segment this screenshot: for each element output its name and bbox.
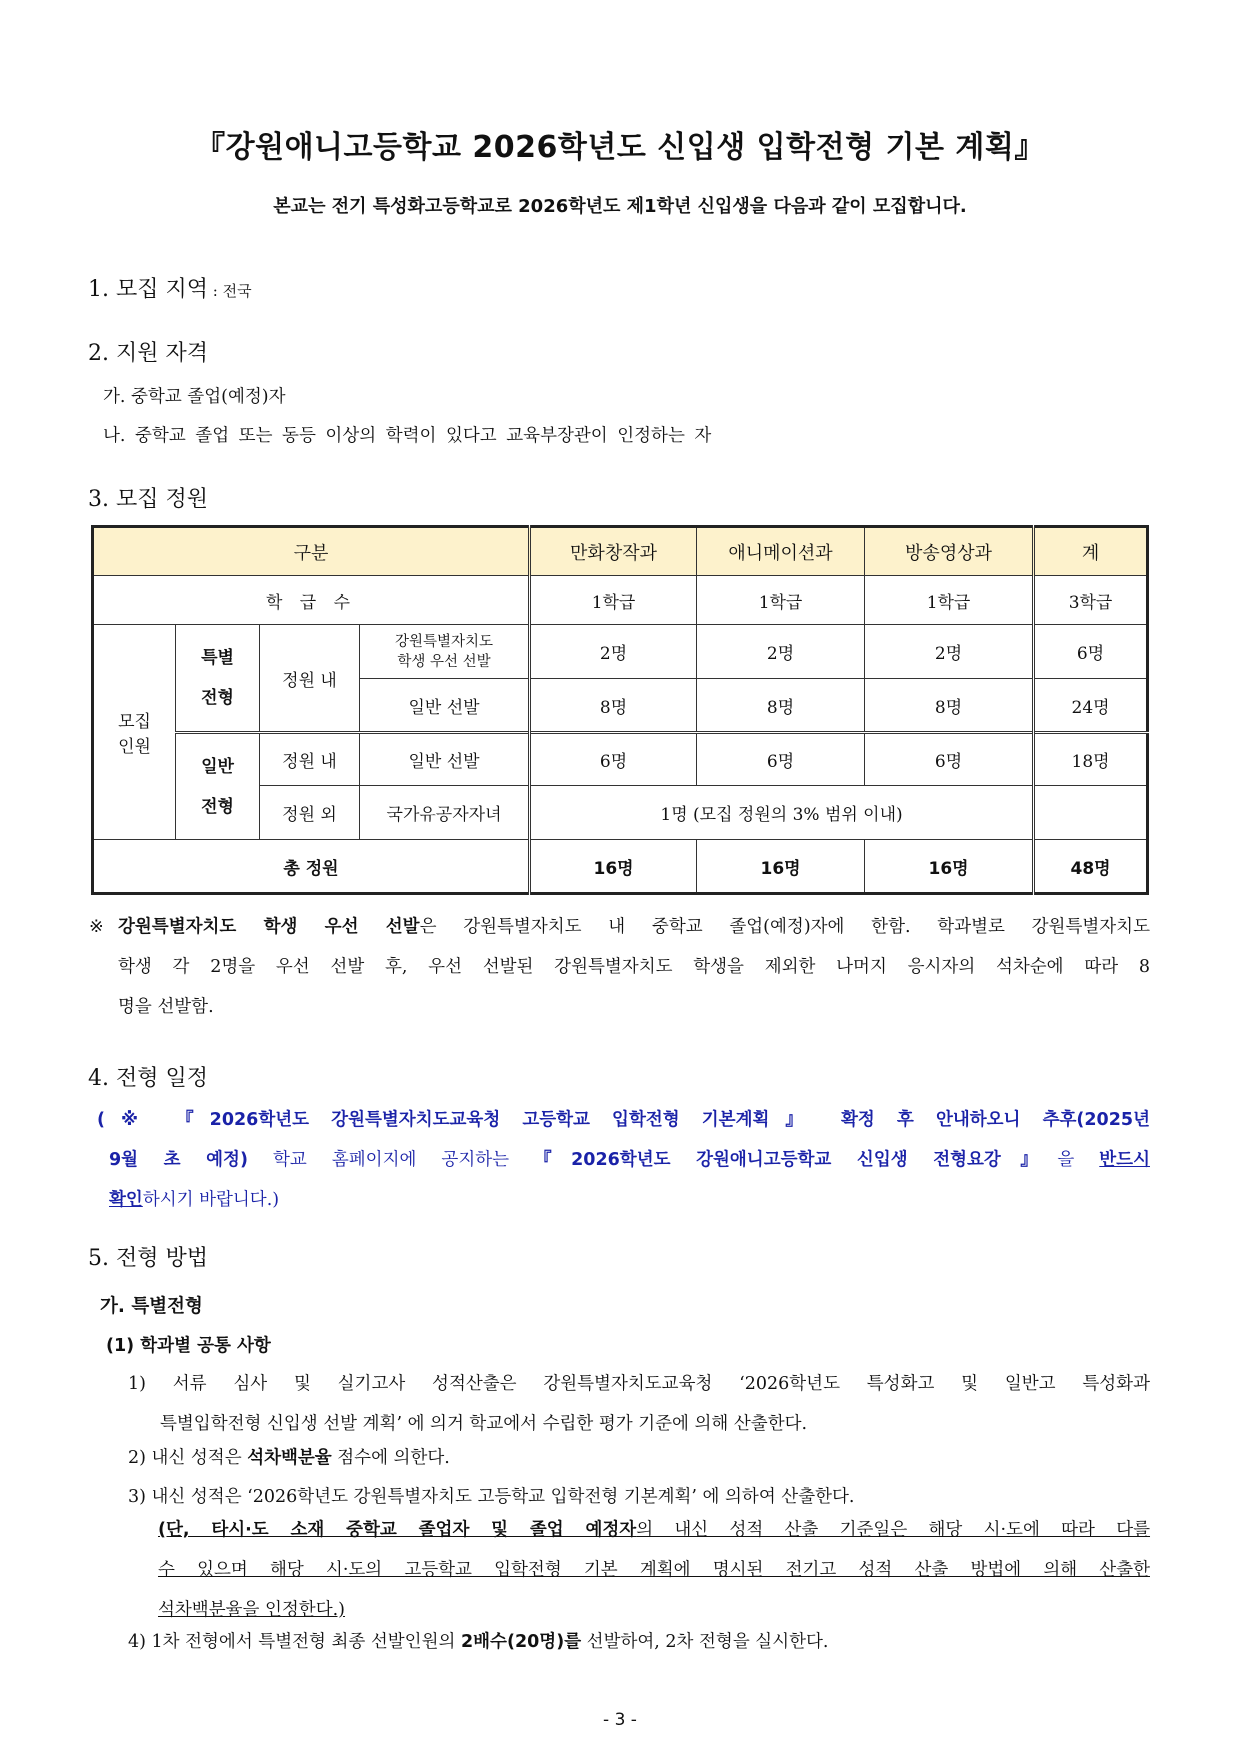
section-4-heading: 4. 전형 일정 [88,1066,208,1091]
table-row-total [93,840,1148,894]
table-cell: 8명 [865,679,1034,733]
item-3-note-1b: 의 내신 성적 산출 기준일은 해당 시·도에 따라 다를 [636,1520,1151,1540]
header-broadcast: 방송영상과 [865,527,1034,576]
total-label: 총 정원 [93,840,530,894]
item-2-b: 석차백분율 [247,1448,332,1468]
schedule-line1: (※ 『2026학년도 강원특별자치도교육청 고등학교 입학전형 기본계획』 확정 후 안내하오니 추후(2025년 [97,1110,1150,1130]
header-category: 구분 [93,527,530,576]
note-line1: 은 강원특별자치도 내 중학교 졸업(예정)자에 한함. 학과별로 강원특별자치도 [419,917,1150,937]
schedule-line2a: 9월 초 예정) [109,1150,248,1170]
header-animation: 애니메이션과 [697,527,865,576]
section-1-separator: : [208,282,223,300]
table-cell: 16명 [530,840,697,894]
table-cell: 2명 [865,625,1034,679]
section-1 [88,272,252,303]
table-cell: 2명 [530,625,697,679]
note-line3: 명을 선발함. [118,997,214,1017]
table-cell: 3학급 [1034,576,1148,625]
recruit-label-line1: 모집 [118,712,151,732]
schedule-line2d: 을 [1057,1150,1100,1170]
note-line2: 학생 각 2명을 우선 선발 후, 우선 선발된 강원특별자치도 학생을 제외한 나머지 응시자의 석차순에 따라 8 [118,957,1150,977]
table-row-classes [93,576,1148,625]
schedule-line2e: 반드시 [1099,1150,1150,1170]
schedule-line2c: 『2026학년도 강원애니고등학교 신입생 전형요강』 [534,1150,1058,1170]
table-cell-empty [1034,786,1148,840]
item-4-a: 4) 1차 전형에서 특별전형 최종 선발인원의 [128,1632,461,1652]
page-number: - 3 - [603,1710,637,1730]
table-cell: 16명 [865,840,1034,894]
table-cell: 1학급 [530,576,697,625]
item-3-note-1a: (단, 타시·도 소재 중학교 졸업자 및 졸업 예정자 [158,1520,637,1540]
section-5-a: 가. 특별전형 [100,1296,203,1317]
general-selection-label: 일반 선발 [360,679,530,733]
note-mark: ※ [89,917,104,937]
special-label-line1: 특별 [201,648,234,668]
table-row-priority [93,625,1148,679]
item-4-c: 선발하여, 2차 전형을 실시한다. [581,1632,829,1652]
within-quota-label: 정원 내 [260,625,360,733]
table-cell: 1학급 [865,576,1034,625]
item-2 [128,1444,450,1469]
priority-label-line2: 학생 우선 선발 [397,653,491,670]
table-row-general [93,733,1148,786]
table-cell: 16명 [697,840,865,894]
section-2-item-a: 가. 중학교 졸업(예정)자 [103,387,286,407]
note-text [118,907,1150,1027]
header-comics: 만화창작과 [530,527,697,576]
table-cell: 6명 [697,733,865,786]
item-4 [128,1628,828,1653]
page-title: 『강원애니고등학교 2026학년도 신입생 입학전형 기본 계획』 [195,130,1045,165]
general-label-line1: 일반 [201,756,234,777]
schedule-line2b: 학교 홈페이지에 공지하는 [247,1150,535,1170]
note-bold: 강원특별자치도 학생 우선 선발 [118,917,420,937]
item-2-a: 2) 내신 성적은 [128,1448,248,1468]
special-label-line2: 전형 [201,688,234,708]
section-1-heading: 1. 모집 지역 [88,277,208,302]
table-cell: 6명 [530,733,697,786]
header-total: 계 [1034,527,1148,576]
item-3-note [158,1510,1150,1630]
table-cell: 6명 [865,733,1034,786]
item-1-line1: 1) 서류 심사 및 실기고사 성적산출은 강원특별자치도교육청 ‘2026학년도 특성화고 및 일반고 특성화과 [128,1374,1150,1394]
item-3-note-2: 수 있으며 해당 시·도의 고등학교 입학전형 기본 계획에 명시된 전기고 성적 산출 방법에 의해 산출한 [158,1560,1150,1580]
recruitment-table [91,525,1149,895]
general-label [176,733,260,840]
item-3: 3) 내신 성적은 ‘2026학년도 강원특별자치도 고등학교 입학전형 기본계획’ 에 의하여 산출한다. [128,1487,855,1507]
table-cell: 8명 [697,679,865,733]
table-cell: 1학급 [697,576,865,625]
section-5-sub1: (1) 학과별 공통 사항 [106,1336,271,1356]
item-1-line2: 특별입학전형 신입생 선발 계획’ 에 의거 학교에서 수립한 평가 기준에 의해 산출한다. [160,1414,808,1434]
section-1-value: 전국 [222,282,252,300]
section-2-heading: 2. 지원 자격 [88,341,208,366]
recruit-label-line2: 인원 [118,737,151,757]
table-cell: 2명 [697,625,865,679]
priority-label [360,625,530,679]
special-label [176,625,260,733]
schedule-notice [97,1100,1150,1220]
table-cell: 48명 [1034,840,1148,894]
section-2-item-b: 나. 중학교 졸업 또는 동등 이상의 학력이 있다고 교육부장관이 인정하는 자 [103,426,712,446]
item-1 [128,1364,1150,1444]
item-4-b: 2배수(20명)를 [460,1632,582,1652]
merit-label: 국가유공자자녀 [360,786,530,840]
section-3-heading: 3. 모집 정원 [88,487,208,512]
table-cell: 24명 [1034,679,1148,733]
outside-quota-label: 정원 외 [260,786,360,840]
section-5-heading: 5. 전형 방법 [88,1246,208,1271]
schedule-line3a: 확인 [109,1190,143,1210]
classes-label: 학 급 수 [93,576,530,625]
item-2-c: 점수에 의한다. [331,1448,450,1468]
schedule-line3b: 하시기 바랍니다.) [142,1190,280,1210]
table-cell: 6명 [1034,625,1148,679]
within-quota-label-2: 정원 내 [260,733,360,786]
table-cell: 18명 [1034,733,1148,786]
general-label-line2: 전형 [201,796,234,817]
table-header-row [93,527,1148,576]
item-3-note-3: 석차백분율을 인정한다.) [158,1600,346,1620]
page-subtitle: 본교는 전기 특성화고등학교로 2026학년도 제1학년 신입생을 다음과 같이 모집합니다. [273,196,967,217]
outside-quota-value: 1명 (모집 정원의 3% 범위 이내) [530,786,1034,840]
priority-label-line1: 강원특별자치도 [394,633,494,650]
recruit-label [93,625,176,840]
table-cell: 8명 [530,679,697,733]
general-selection-label-2: 일반 선발 [360,733,530,786]
